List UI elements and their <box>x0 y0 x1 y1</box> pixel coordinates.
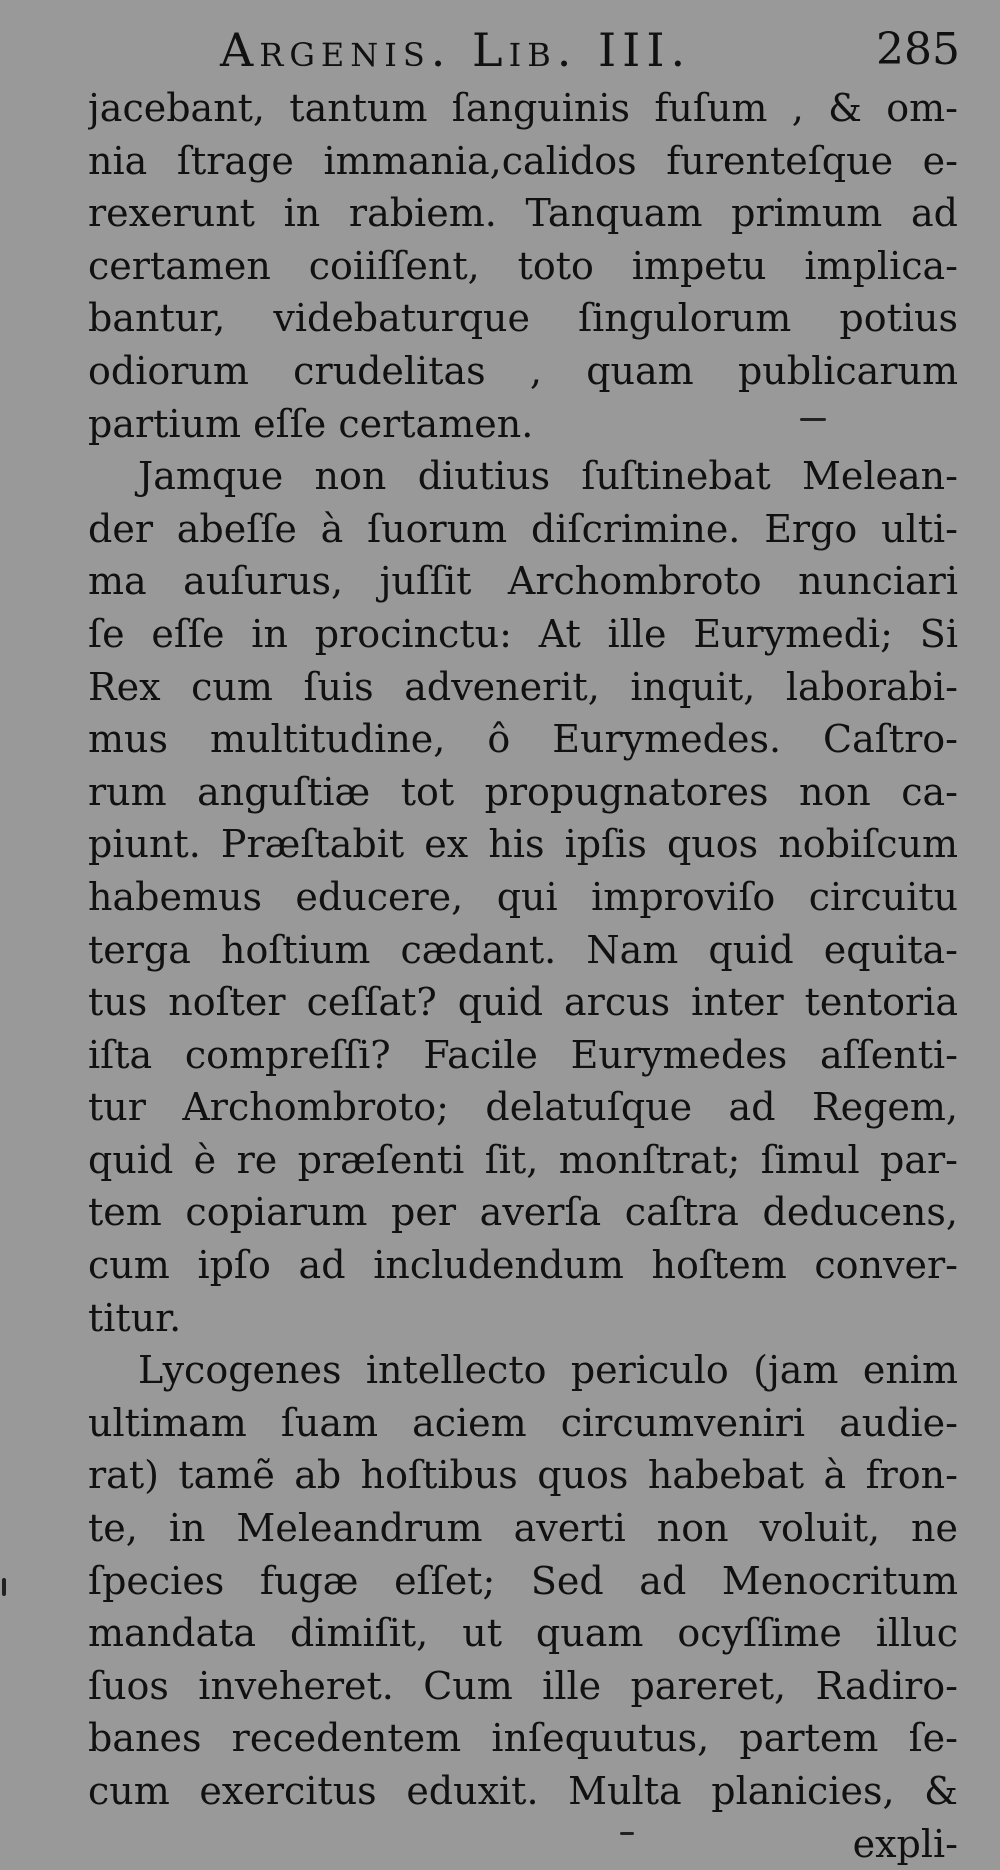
text-line: cum exercitus eduxit. Multa planicies, & <box>88 1769 958 1813</box>
paragraph-start-line: Lycogenes intellecto periculo (jam enim <box>138 1348 958 1393</box>
ink-speck <box>2 1578 6 1596</box>
catchword: expli- <box>852 1821 958 1866</box>
text-line: ultimam ſuam aciem circumveniri audie- <box>88 1400 958 1445</box>
text-line: ſuos inveheret. Cum ille pareret, Radiro- <box>88 1663 958 1708</box>
text-line: habemus educere, qui improviſo circuitu <box>88 874 958 919</box>
page-number: 285 <box>876 24 960 75</box>
text-line: cum ipſo ad includendum hoſtem conver- <box>88 1243 958 1288</box>
text-line: der abeſſe à ſuorum diſcrimine. Ergo ulti- <box>88 506 958 551</box>
text-line: mandata dimiſit, ut quam ocyſſime illuc <box>88 1611 958 1656</box>
text-line: banes recedentem inſequutus, partem ſe- <box>88 1716 958 1761</box>
ink-speck <box>800 418 826 421</box>
text-line: ma auſurus, juſſit Archombroto nunciari <box>88 559 958 604</box>
paragraph-end-line: titur. <box>88 1295 182 1340</box>
text-line: piunt. Præſtabit ex his ipſis quos nobiſcum <box>88 822 958 867</box>
text-line: odiorum crudelitas , quam publicarum <box>88 348 958 393</box>
running-title: Argenis. Lib. III. <box>220 23 692 77</box>
text-line: rum anguſtiæ tot propugnatores non ca- <box>88 769 958 814</box>
text-line: quid è re præſenti ſit, monſtrat; ſimul par- <box>88 1137 958 1182</box>
text-line: rat) tamẽ ab hoſtibus quos habebat à fron- <box>88 1453 958 1498</box>
text-line: tem copiarum per averſa caſtra deducens, <box>88 1190 958 1235</box>
text-line: tur Archombroto; delatuſque ad Regem, <box>88 1085 958 1130</box>
text-line: rexerunt in rabiem. Tanquam primum ad <box>88 191 958 236</box>
text-line: terga hoſtium cædant. Nam quid equita- <box>88 927 958 972</box>
text-line: bantur, videbaturque ſingulorum potius <box>88 296 958 341</box>
text-line: certamen coiiſſent, toto impetu implica- <box>88 243 958 288</box>
page-header <box>90 22 960 78</box>
body-text <box>88 82 958 1870</box>
text-line: ſe eſſe in procinctu: At ille Eurymedi; Si <box>88 611 958 656</box>
ink-speck <box>620 1832 634 1835</box>
text-line: jacebant, tantum ſanguinis fuſum , & om- <box>88 86 958 130</box>
text-line: tus noſter ceſſat? quid arcus inter tentoria <box>88 980 958 1025</box>
text-line: iſta compreſſi? Facile Eurymedes aſſenti- <box>88 1032 958 1077</box>
text-line: mus multitudine, ô Eurymedes. Caſtro- <box>88 717 958 762</box>
paragraph-start-line: Jamque non diutius ſuſtinebat Melean- <box>138 454 958 499</box>
text-line: ſpecies fugæ eſſet; Sed ad Menocritum <box>88 1558 958 1603</box>
text-line: te, in Meleandrum averti non voluit, ne <box>88 1506 958 1551</box>
text-line: nia ſtrage immania,calidos furenteſque e- <box>88 138 958 183</box>
paragraph-end-line: partium eſſe certamen. <box>88 401 534 446</box>
text-line: Rex cum ſuis advenerit, inquit, laborabi- <box>88 664 958 709</box>
